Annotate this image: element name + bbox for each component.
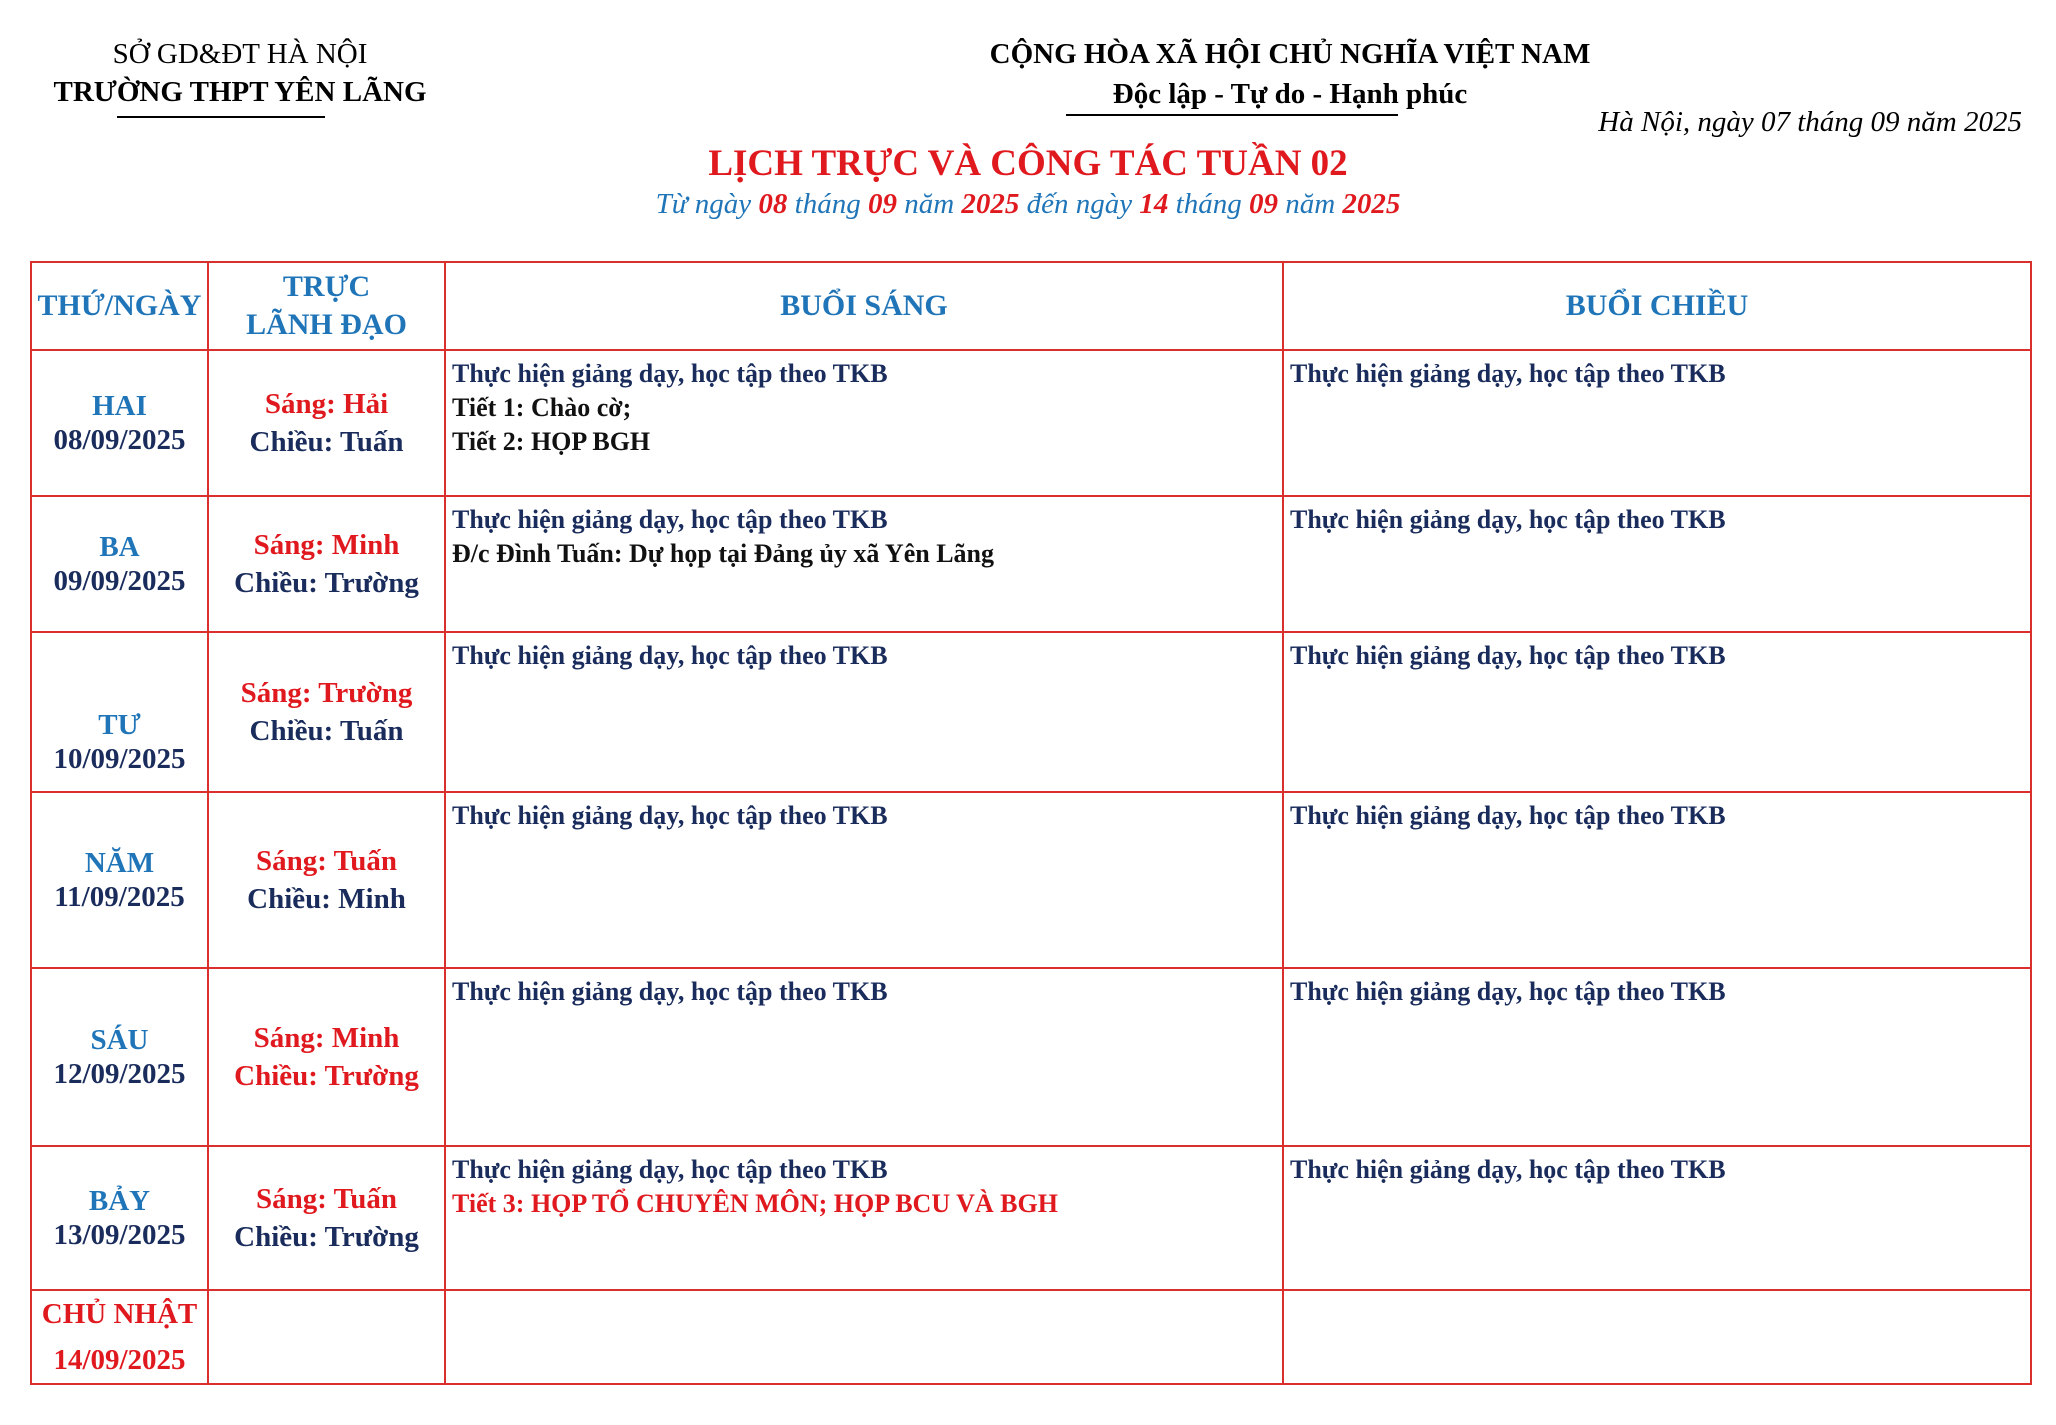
morning-cell bbox=[445, 350, 1283, 496]
morning-task: Thực hiện giảng dạy, học tập theo TKB bbox=[452, 801, 888, 830]
afternoon-task: Thực hiện giảng dạy, học tập theo TKB bbox=[1290, 1155, 1726, 1184]
morning-note-1: Tiết 3: HỌP TỔ CHUYÊN MÔN; HỌP BCU VÀ BGH bbox=[452, 1189, 1058, 1218]
date-range bbox=[0, 188, 2056, 221]
duty-cell bbox=[208, 350, 445, 496]
day-cell bbox=[31, 496, 208, 632]
table-header-row bbox=[31, 262, 2031, 350]
duty-afternoon: Chiều: Tuấn bbox=[249, 426, 404, 458]
afternoon-cell bbox=[1283, 350, 2031, 496]
school-underline bbox=[117, 116, 325, 118]
duty-cell bbox=[208, 632, 445, 792]
header-day: THỨ/NGÀY bbox=[31, 262, 208, 350]
motto-underline bbox=[1066, 114, 1398, 116]
department-name: SỞ GD&ĐT HÀ NỘI bbox=[112, 38, 368, 70]
duty-morning: Sáng: Tuấn bbox=[255, 845, 398, 877]
table-row bbox=[31, 1146, 2031, 1290]
morning-cell bbox=[445, 968, 1283, 1146]
start-month: 09 bbox=[867, 188, 897, 220]
table-row bbox=[31, 632, 2031, 792]
day-name: NĂM bbox=[84, 847, 155, 879]
header-morning: BUỔI SÁNG bbox=[445, 262, 1283, 350]
afternoon-task: Thực hiện giảng dạy, học tập theo TKB bbox=[1290, 505, 1726, 534]
morning-cell bbox=[445, 496, 1283, 632]
day-cell bbox=[31, 350, 208, 496]
day-date: 11/09/2025 bbox=[54, 881, 185, 913]
header-duty bbox=[208, 262, 445, 350]
duty-morning: Sáng: Trường bbox=[240, 677, 413, 709]
morning-task: Thực hiện giảng dạy, học tập theo TKB bbox=[452, 1155, 888, 1184]
day-cell bbox=[31, 1146, 208, 1290]
schedule-table bbox=[30, 261, 2032, 1385]
start-year: 2025 bbox=[961, 188, 1020, 220]
day-cell bbox=[31, 632, 208, 792]
table-row bbox=[31, 496, 2031, 632]
duty-cell bbox=[208, 496, 445, 632]
school-name: TRƯỜNG THPT YÊN LÃNG bbox=[53, 76, 427, 108]
duty-morning: Sáng: Tuấn bbox=[255, 1183, 398, 1215]
afternoon-cell bbox=[1283, 792, 2031, 968]
morning-task: Thực hiện giảng dạy, học tập theo TKB bbox=[452, 505, 888, 534]
day-date: 09/09/2025 bbox=[53, 565, 186, 597]
morning-note-1: Đ/c Đình Tuấn: Dự họp tại Đảng ủy xã Yên Lãng bbox=[452, 539, 995, 568]
duty-morning: Sáng: Minh bbox=[253, 529, 400, 561]
header-duty-line1: TRỰC bbox=[282, 270, 371, 303]
end-day: 14 bbox=[1139, 188, 1169, 220]
header-duty-line2: LÃNH ĐẠO bbox=[246, 308, 407, 341]
duty-morning: Sáng: Hải bbox=[264, 388, 389, 420]
morning-task: Thực hiện giảng dạy, học tập theo TKB bbox=[452, 977, 888, 1006]
morning-note-1: Tiết 1: Chào cờ; bbox=[452, 393, 632, 422]
day-name: SÁU bbox=[90, 1024, 149, 1056]
morning-note-2: Tiết 2: HỌP BGH bbox=[452, 427, 651, 456]
day-name: HAI bbox=[92, 390, 147, 422]
afternoon-cell bbox=[1283, 968, 2031, 1146]
afternoon-cell bbox=[1283, 1146, 2031, 1290]
afternoon-task: Thực hiện giảng dạy, học tập theo TKB bbox=[1290, 801, 1726, 830]
afternoon-cell bbox=[1283, 632, 2031, 792]
day-cell bbox=[31, 792, 208, 968]
afternoon-task: Thực hiện giảng dạy, học tập theo TKB bbox=[1290, 641, 1726, 670]
subtitle-from: Từ ngày bbox=[655, 188, 752, 220]
table-row bbox=[31, 350, 2031, 496]
start-day: 08 bbox=[758, 188, 788, 220]
subtitle-year-word: năm bbox=[904, 188, 955, 220]
end-year: 2025 bbox=[1342, 188, 1401, 220]
duty-cell bbox=[208, 1146, 445, 1290]
afternoon-cell bbox=[1283, 496, 2031, 632]
morning-cell bbox=[445, 632, 1283, 792]
duty-afternoon: Chiều: Trường bbox=[234, 567, 419, 599]
duty-morning: Sáng: Minh bbox=[253, 1022, 400, 1054]
day-name: BẢY bbox=[88, 1185, 151, 1217]
duty-afternoon: Chiều: Minh bbox=[247, 883, 406, 915]
afternoon-task: Thực hiện giảng dạy, học tập theo TKB bbox=[1290, 977, 1726, 1006]
day-date: 10/09/2025 bbox=[53, 743, 186, 775]
duty-cell bbox=[208, 792, 445, 968]
day-date: 08/09/2025 bbox=[53, 424, 186, 456]
duty-afternoon: Chiều: Trường bbox=[234, 1221, 419, 1253]
day-name: BA bbox=[99, 531, 140, 563]
day-date: 12/09/2025 bbox=[53, 1058, 186, 1090]
morning-cell bbox=[445, 792, 1283, 968]
nation-title: CỘNG HÒA XÃ HỘI CHỦ NGHĨA VIỆT NAM bbox=[989, 38, 1591, 70]
morning-task: Thực hiện giảng dạy, học tập theo TKB bbox=[452, 641, 888, 670]
header-afternoon: BUỔI CHIỀU bbox=[1283, 262, 2031, 350]
morning-cell bbox=[445, 1290, 1283, 1384]
day-date: 13/09/2025 bbox=[53, 1219, 186, 1251]
afternoon-task: Thực hiện giảng dạy, học tập theo TKB bbox=[1290, 359, 1726, 388]
morning-task: Thực hiện giảng dạy, học tập theo TKB bbox=[452, 359, 888, 388]
table-row bbox=[31, 968, 2031, 1146]
afternoon-cell bbox=[1283, 1290, 2031, 1384]
table-row bbox=[31, 1290, 2031, 1384]
nation-motto: Độc lập - Tự do - Hạnh phúc bbox=[1112, 78, 1468, 110]
day-cell bbox=[31, 1290, 208, 1384]
duty-afternoon: Chiều: Tuấn bbox=[249, 715, 404, 747]
duty-cell bbox=[208, 968, 445, 1146]
morning-cell bbox=[445, 1146, 1283, 1290]
subtitle-month-word: tháng bbox=[794, 188, 861, 220]
place-date: Hà Nội, ngày 07 tháng 09 năm 2025 bbox=[1598, 106, 2022, 138]
table-row bbox=[31, 792, 2031, 968]
subtitle-year-word-2: năm bbox=[1285, 188, 1336, 220]
day-date: 14/09/2025 bbox=[53, 1344, 186, 1376]
page-title: LỊCH TRỰC VÀ CÔNG TÁC TUẦN 02 bbox=[708, 143, 1348, 184]
subtitle-month-word-2: tháng bbox=[1175, 188, 1242, 220]
duty-cell bbox=[208, 1290, 445, 1384]
duty-afternoon: Chiều: Trường bbox=[234, 1060, 419, 1092]
end-month: 09 bbox=[1248, 188, 1278, 220]
subtitle-to: đến ngày bbox=[1026, 188, 1133, 220]
day-name: TƯ bbox=[98, 709, 141, 741]
day-name: CHỦ NHẬT bbox=[41, 1298, 198, 1330]
day-cell bbox=[31, 968, 208, 1146]
